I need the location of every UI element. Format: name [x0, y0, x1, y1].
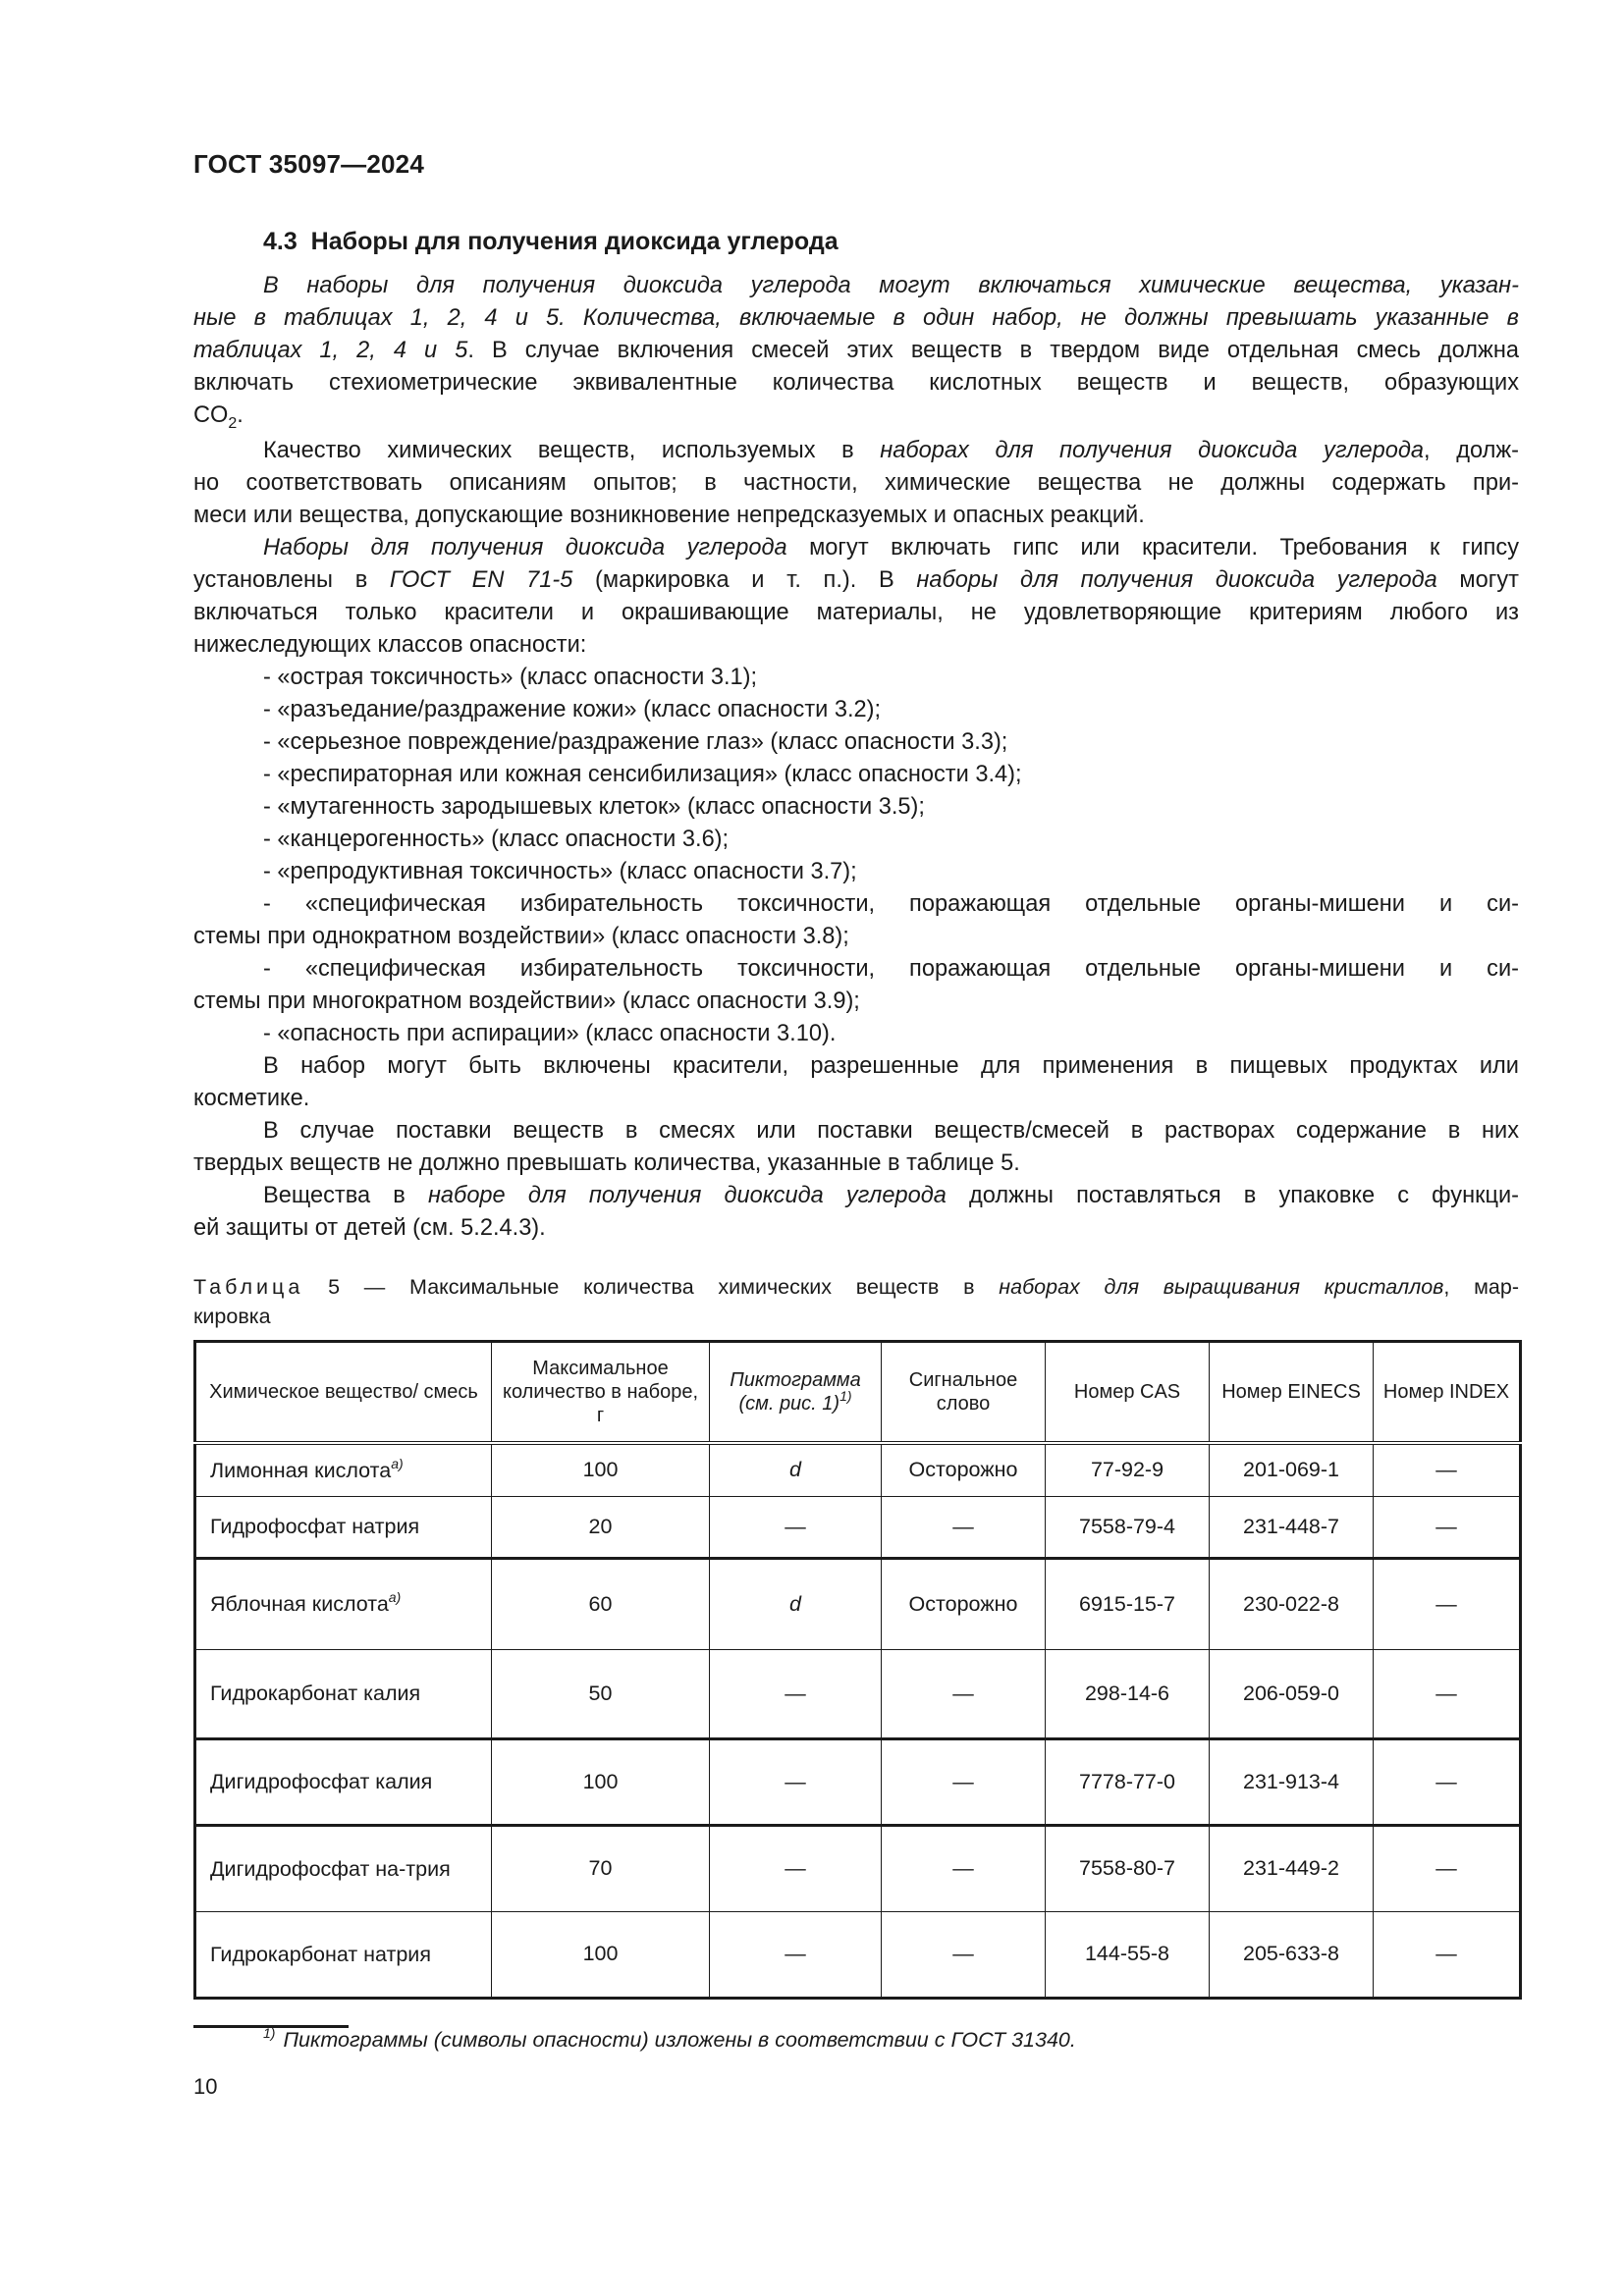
- paragraph-line: [193, 1180, 1519, 1212]
- table-row: [195, 1738, 1521, 1825]
- paragraph-text: Качество химических веществ, используемых в: [263, 438, 881, 463]
- cell-pictogram: d: [710, 1558, 882, 1649]
- paragraph-line: В случае поставки веществ в смесях или поставки веществ/смесей в растворах содержание в них: [263, 1118, 1519, 1144]
- paragraph-line: но соответствовать описаниям опытов; в частности, химические вещества не должны содержать при-: [193, 470, 1519, 496]
- table-row: [195, 1911, 1521, 1998]
- cell-index: —: [1374, 1558, 1521, 1649]
- paragraph-line: В наборы для получения диоксида углерода могут включаться химические вещества, указан-: [263, 273, 1519, 298]
- table-row: [195, 1558, 1521, 1649]
- substances-table: [193, 1340, 1522, 2000]
- paragraph-line: [193, 400, 1519, 432]
- paragraph-3: [193, 532, 1519, 662]
- italic-term: таблицах 1, 2, 4 и 5: [193, 338, 468, 363]
- paragraph-line: косметике.: [193, 1086, 310, 1111]
- footnote-ref: а): [388, 1589, 402, 1605]
- cell-index: —: [1374, 1443, 1521, 1496]
- cell-pictogram: —: [710, 1738, 882, 1825]
- paragraph-6: [193, 1180, 1519, 1245]
- substance-name: Дигидрофосфат на-трия: [210, 1856, 451, 1881]
- cell-signal-word: Осторожно: [882, 1443, 1046, 1496]
- page-number: 10: [193, 2074, 218, 2099]
- cell-index: —: [1374, 1649, 1521, 1738]
- list-item: - «мутагенность зародышевых клеток» (класс опасности 3.5);: [263, 794, 925, 820]
- list-item: - «канцерогенность» (класс опасности 3.6);: [263, 827, 730, 852]
- cell-substance: [195, 1649, 492, 1738]
- cell-einecs: 231-913-4: [1210, 1738, 1374, 1825]
- caption-italic: наборах для выращивания кристаллов: [999, 1275, 1444, 1299]
- cell-pictogram: —: [710, 1825, 882, 1911]
- document-header: ГОСТ 35097—2024: [193, 149, 424, 179]
- cell-amount: 100: [492, 1443, 710, 1496]
- cell-signal-word: —: [882, 1649, 1046, 1738]
- cell-cas: 7778-77-0: [1046, 1738, 1210, 1825]
- section-title-text: Наборы для получения диоксида углерода: [310, 228, 839, 255]
- section-heading: [263, 228, 839, 256]
- cell-amount: 100: [492, 1738, 710, 1825]
- substance-name: Дигидрофосфат калия: [210, 1770, 433, 1793]
- footnote-marker: 1): [263, 2025, 276, 2041]
- paragraph-line: меси или вещества, допускающие возникновение непредсказуемых и опасных реакций.: [193, 503, 1145, 528]
- paragraph-line: [193, 564, 1519, 597]
- paragraph-2: [193, 435, 1519, 532]
- cell-signal-word: —: [882, 1738, 1046, 1825]
- column-header-substance: Химическое вещество/ смесь: [195, 1342, 492, 1444]
- cell-einecs: 230-022-8: [1210, 1558, 1374, 1649]
- caption-line: кировка: [193, 1305, 271, 1328]
- cell-pictogram: d: [710, 1443, 882, 1496]
- paragraph-text: установлены в: [193, 567, 390, 593]
- paragraph-line: нижеследующих классов опасности:: [193, 632, 587, 658]
- caption-line: [193, 1272, 1519, 1302]
- cell-cas: 7558-80-7: [1046, 1825, 1210, 1911]
- substance-name: Лимонная кислота: [210, 1458, 392, 1482]
- cell-amount: 20: [492, 1496, 710, 1558]
- table-row: [195, 1825, 1521, 1911]
- paragraph-text: , долж-: [1424, 438, 1519, 463]
- cell-index: —: [1374, 1738, 1521, 1825]
- list-item: - «серьезное повреждение/раздражение глаз» (класс опасности 3.3);: [263, 729, 1008, 755]
- italic-term: наборах для получения диоксида углерода: [880, 438, 1425, 463]
- footnote: [263, 2025, 1076, 2053]
- cell-pictogram: —: [710, 1649, 882, 1738]
- table-row: [195, 1496, 1521, 1558]
- cell-signal-word: —: [882, 1825, 1046, 1911]
- cell-index: —: [1374, 1911, 1521, 1998]
- cell-substance: [195, 1443, 492, 1496]
- footnote-ref: 1): [839, 1388, 852, 1404]
- cell-einecs: 205-633-8: [1210, 1911, 1374, 1998]
- column-header-pictogram: [710, 1342, 882, 1444]
- list-item: - «репродуктивная токсичность» (класс опасности 3.7);: [263, 859, 857, 884]
- cell-amount: 100: [492, 1911, 710, 1998]
- paragraph-text: могут: [1436, 567, 1519, 593]
- cell-cas: 144-55-8: [1046, 1911, 1210, 1998]
- substance-name: Гидрофосфат натрия: [210, 1515, 420, 1538]
- cell-amount: 50: [492, 1649, 710, 1738]
- paragraph-text: могут включать гипс или красители. Требования к гипсу: [786, 535, 1519, 561]
- cell-cas: 7558-79-4: [1046, 1496, 1210, 1558]
- column-header-einecs: Номер EINECS: [1210, 1342, 1374, 1444]
- table-caption: [193, 1272, 1519, 1331]
- co2-formula: CO: [193, 402, 229, 428]
- list-item: - «острая токсичность» (класс опасности 3.1);: [263, 665, 758, 690]
- column-header-max-amount: Максимальное количество в наборе, г: [492, 1342, 710, 1444]
- paragraph-line: включаться только красители и окрашивающие материалы, не удовлетворяющие критериям любого из: [193, 600, 1519, 625]
- cell-signal-word: —: [882, 1911, 1046, 1998]
- standard-reference: ГОСТ EN 71-5: [389, 567, 573, 593]
- caption-title: 5 — Максимальные количества химических веществ в: [303, 1275, 1000, 1299]
- paragraph-1: [193, 270, 1519, 432]
- cell-signal-word: Осторожно: [882, 1558, 1046, 1649]
- list-item: - «специфическая избирательность токсичности, поражающая отдельные органы-мишени и си-: [263, 891, 1519, 917]
- list-item: - «опасность при аспирации» (класс опасности 3.10).: [263, 1021, 837, 1046]
- column-header-index: Номер INDEX: [1374, 1342, 1521, 1444]
- cell-amount: 70: [492, 1825, 710, 1911]
- paragraph-line: твердых веществ не должно превышать количества, указанные в таблице 5.: [193, 1150, 1020, 1176]
- paragraph-text: должны поставляться в упаковке с функци-: [946, 1183, 1520, 1208]
- cell-index: —: [1374, 1825, 1521, 1911]
- subscript: 2: [228, 415, 238, 432]
- cell-einecs: 201-069-1: [1210, 1443, 1374, 1496]
- cell-pictogram: —: [710, 1496, 882, 1558]
- list-item-continuation: стемы при однократном воздействии» (класс опасности 3.8);: [193, 924, 849, 949]
- footnote-text: Пиктограммы (символы опасности) изложены в соответствии с ГОСТ 31340.: [283, 2028, 1076, 2052]
- paragraph-line: [193, 532, 1519, 564]
- cell-pictogram: —: [710, 1911, 882, 1998]
- cell-substance: [195, 1496, 492, 1558]
- substance-name: Гидрокарбонат натрия: [210, 1942, 431, 1966]
- table-header-row: [195, 1342, 1521, 1444]
- paragraph-5: [193, 1115, 1519, 1180]
- paragraph-line: [193, 335, 1519, 367]
- cell-substance: [195, 1558, 492, 1649]
- italic-term: наборе для получения диоксида углерода: [427, 1183, 947, 1208]
- column-header-signal-word: Сигнальное слово: [882, 1342, 1046, 1444]
- hazard-class-list: [193, 662, 1519, 1050]
- italic-term: Наборы для получения диоксида углерода: [263, 535, 787, 561]
- caption-text: , мар-: [1443, 1275, 1519, 1299]
- paragraph-text: . В случае включения смесей этих веществ в твердом виде отдельная смесь должна: [467, 338, 1519, 363]
- paragraph-line: ей защиты от детей (см. 5.2.4.3).: [193, 1215, 546, 1241]
- footnote-ref: а): [391, 1455, 404, 1471]
- cell-cas: 77-92-9: [1046, 1443, 1210, 1496]
- list-item: - «специфическая избирательность токсичности, поражающая отдельные органы-мишени и си-: [263, 956, 1519, 982]
- cell-signal-word: —: [882, 1496, 1046, 1558]
- italic-term: наборы для получения диоксида углерода: [916, 567, 1437, 593]
- substance-name: Яблочная кислота: [210, 1592, 389, 1616]
- list-item: - «разъедание/раздражение кожи» (класс опасности 3.2);: [263, 697, 882, 722]
- cell-einecs: 231-448-7: [1210, 1496, 1374, 1558]
- paragraph-text: .: [237, 402, 244, 428]
- list-item-continuation: стемы при многократном воздействии» (класс опасности 3.9);: [193, 988, 860, 1014]
- cell-cas: 298-14-6: [1046, 1649, 1210, 1738]
- paragraph-4: [193, 1050, 1519, 1115]
- cell-index: —: [1374, 1496, 1521, 1558]
- paragraph-line: включать стехиометрические эквивалентные количества кислотных веществ и веществ, образующих: [193, 370, 1519, 396]
- paragraph-line: В набор могут быть включены красители, разрешенные для применения в пищевых продуктах или: [263, 1053, 1519, 1079]
- paragraph-text: Вещества в: [263, 1183, 428, 1208]
- header-text: Пиктограмма (см. рис. 1): [730, 1369, 861, 1415]
- list-item: - «респираторная или кожная сенсибилизация» (класс опасности 3.4);: [263, 762, 1022, 787]
- paragraph-line: ные в таблицах 1, 2, 4 и 5. Количества, включаемые в один набор, не должны превышать указанные в: [193, 305, 1519, 331]
- cell-cas: 6915-15-7: [1046, 1558, 1210, 1649]
- cell-substance: [195, 1738, 492, 1825]
- cell-substance: [195, 1825, 492, 1911]
- paragraph-line: [193, 435, 1519, 467]
- cell-amount: 60: [492, 1558, 710, 1649]
- cell-einecs: 231-449-2: [1210, 1825, 1374, 1911]
- column-header-cas: Номер CAS: [1046, 1342, 1210, 1444]
- section-number: 4.3: [263, 228, 298, 255]
- table-row: [195, 1649, 1521, 1738]
- caption-label: Таблица: [193, 1275, 304, 1299]
- substance-name: Гидрокарбонат калия: [210, 1682, 421, 1705]
- paragraph-text: (маркировка и т. п.). В: [572, 567, 917, 593]
- table-row: [195, 1443, 1521, 1496]
- cell-substance: [195, 1911, 492, 1998]
- cell-einecs: 206-059-0: [1210, 1649, 1374, 1738]
